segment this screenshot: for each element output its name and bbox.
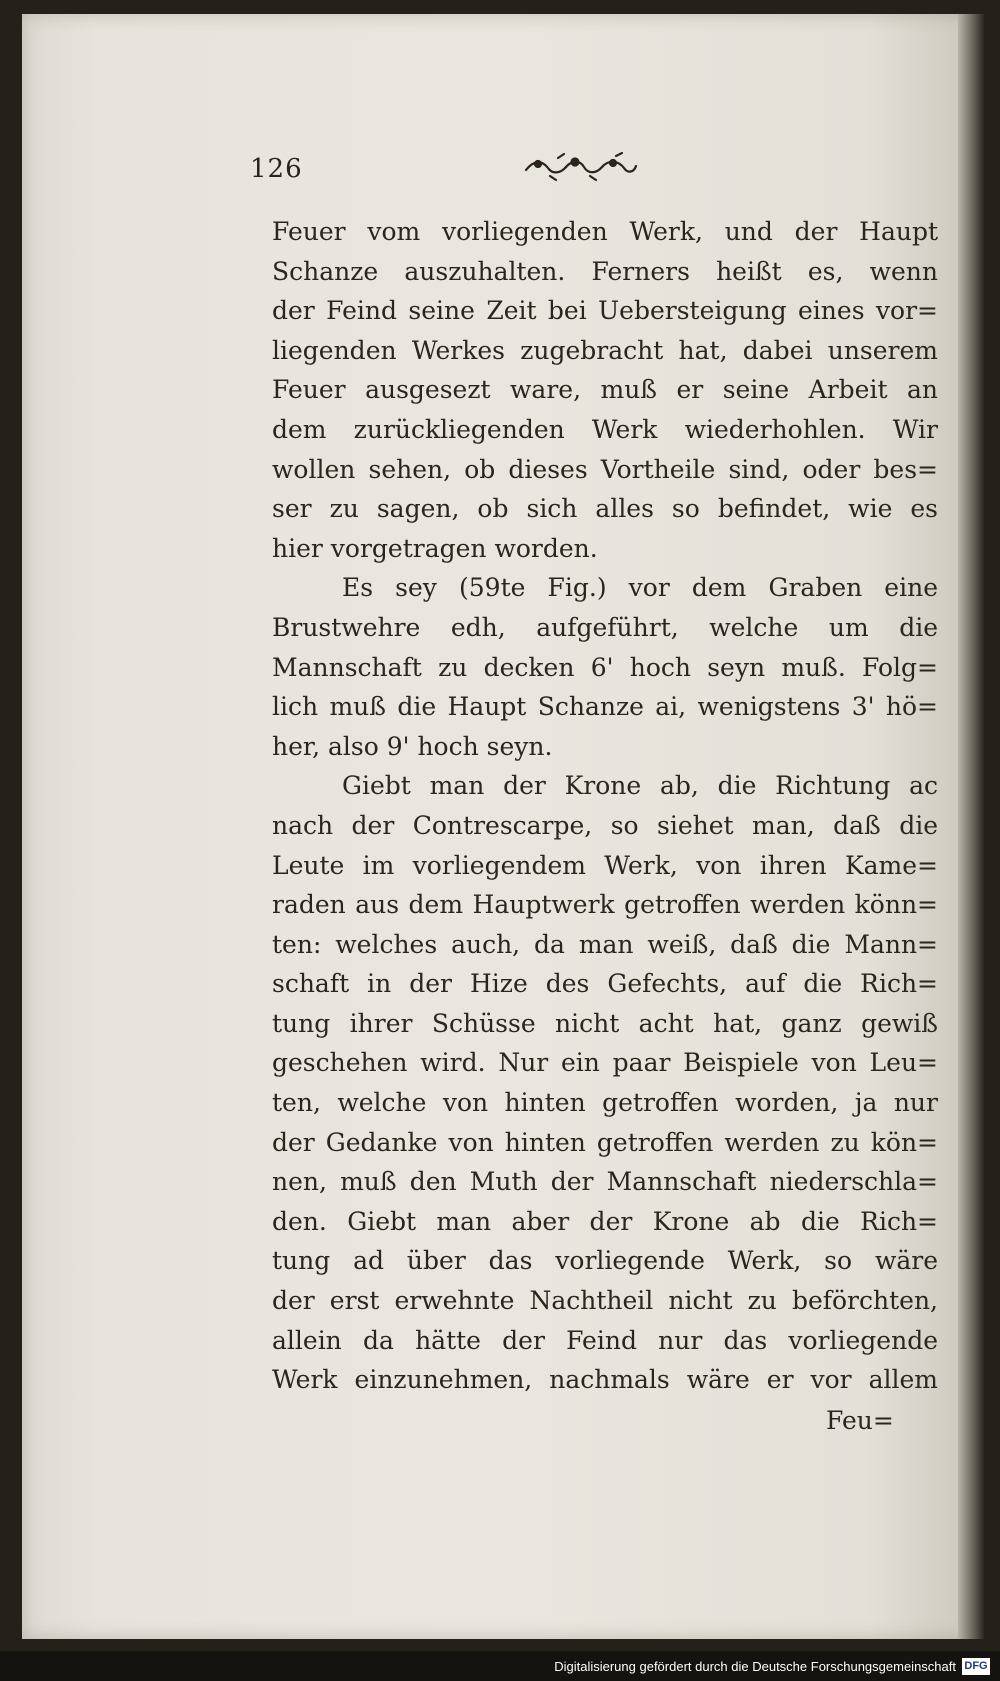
text-line: Feuer vom vorliegenden Werk, und der Haupt [272, 217, 938, 246]
footer-credit: Digitalisierung gefördert durch die Deutsche Forschungsgemeinschaft [554, 1659, 956, 1674]
catchword: Feu= [826, 1406, 894, 1435]
text-line: Giebt man der Krone ab, die Richtung ac [342, 771, 938, 801]
text-line: Brustwehre edh, aufgeführt, welche um die [272, 612, 938, 642]
text-line: Werk einzunehmen, nachmals wäre er vor allem [272, 1365, 938, 1395]
text-line: Schanze auszuhalten. Ferners heißt es, wenn [272, 256, 938, 286]
text-line: Feuer ausgesezt ware, muß er seine Arbeit an [272, 375, 938, 405]
page-spine-shadow [958, 14, 984, 1639]
text-line: tung ad über das vorliegende Werk, so wäre [272, 1246, 938, 1276]
page-number: 126 [250, 154, 303, 184]
ornament-icon [520, 150, 640, 184]
text-line: Leute im vorliegendem Werk, von ihren Kame= [272, 850, 938, 880]
text-line: der Gedanke von hinten getroffen werden zu kön= [272, 1127, 938, 1157]
page-header [250, 150, 890, 190]
text-line: ten, welche von hinten getroffen worden, ja nur [272, 1088, 938, 1118]
text-line: raden aus dem Hauptwerk getroffen werden könn= [272, 890, 938, 920]
text-line: hier vorgetragen worden. [272, 533, 598, 563]
text-line: allein da hätte der Feind nur das vorliegende [272, 1325, 938, 1355]
text-line: ser zu sagen, ob sich alles so befindet, wie es [272, 494, 938, 524]
text-line: ten: welches auch, da man weiß, daß die Mann= [272, 929, 938, 959]
text-line: nach der Contrescarpe, so siehet man, daß die [272, 810, 938, 840]
text-line: nen, muß den Muth der Mannschaft niederschla= [272, 1167, 938, 1197]
text-line: lich muß die Haupt Schanze ai, wenigstens 3' hö= [272, 692, 938, 722]
text-line: Es sey (59te Fig.) vor dem Graben eine [342, 573, 938, 603]
text-line: her, also 9' hoch seyn. [272, 731, 553, 761]
text-line: liegenden Werkes zugebracht hat, dabei unserem [272, 335, 938, 365]
text-line: der erst erwehnte Nachtheil nicht zu beförchten, [272, 1286, 938, 1316]
text-line: wollen sehen, ob dieses Vortheile sind, oder bes= [272, 454, 938, 484]
body-text [272, 212, 938, 1400]
text-line: dem zurückliegenden Werk wiederhohlen. Wir [272, 414, 938, 444]
footer-bar [0, 1651, 1000, 1681]
dfg-logo: DFG [962, 1658, 990, 1675]
text-line: geschehen wird. Nur ein paar Beispiele von Leu= [272, 1048, 938, 1078]
text-line: Mannschaft zu decken 6' hoch seyn muß. Folg= [272, 652, 938, 682]
text-line: der Feind seine Zeit bei Uebersteigung eines vor= [272, 296, 938, 326]
text-line: schaft in der Hize des Gefechts, auf die Rich= [272, 969, 938, 999]
text-line: den. Giebt man aber der Krone ab die Rich= [272, 1206, 938, 1236]
text-line: tung ihrer Schüsse nicht acht hat, ganz gewiß [272, 1008, 938, 1038]
